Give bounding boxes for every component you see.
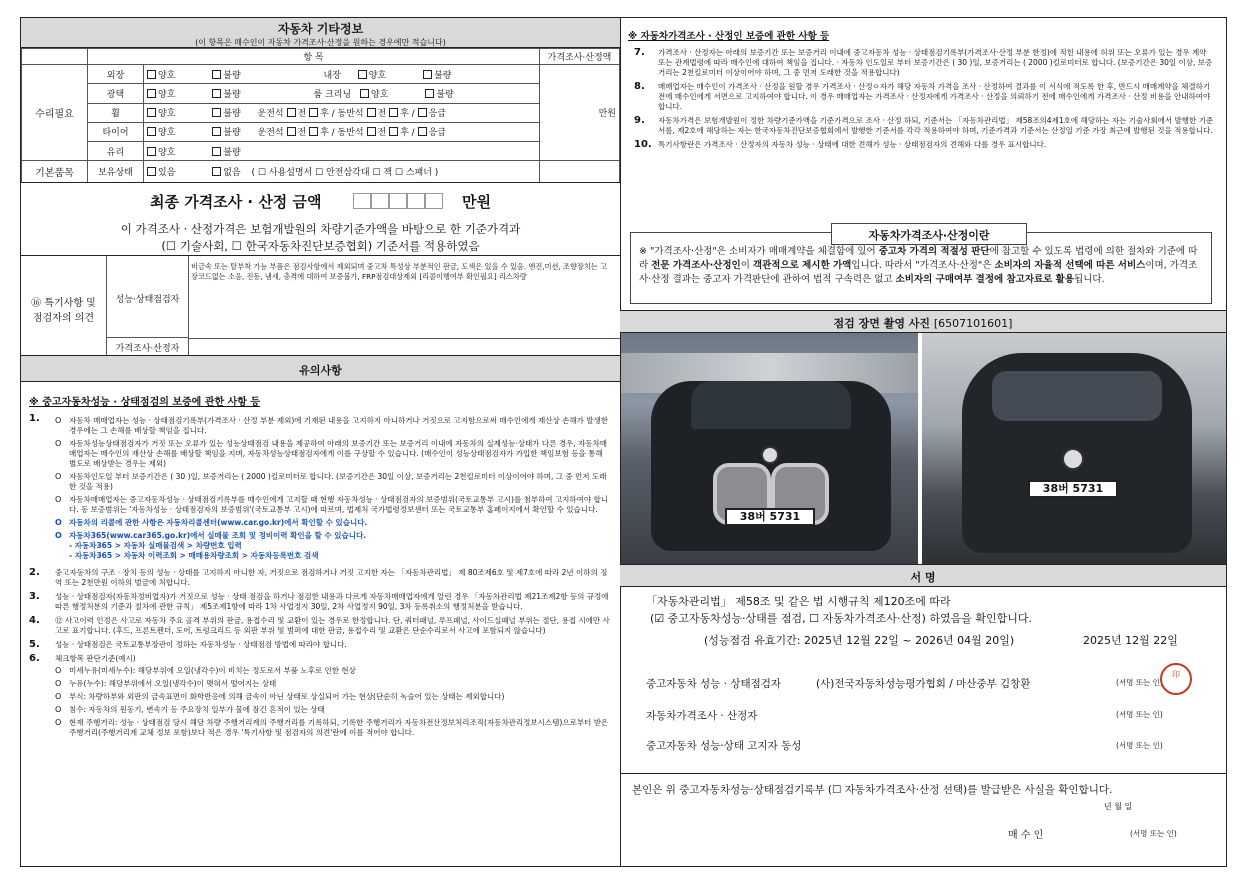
recall-link[interactable]: 자동차의 리콜에 관한 사항은 자동차리콜센터(www.car.go.kr)에서 확인할 수 있습니다. [69, 518, 368, 527]
notice-item-5: 5. 성능 · 상태점검은 국토교통부장관이 정하는 자동차성능 · 상태점검 방법에 따라야 합니다. [29, 639, 347, 650]
rear-plate: 38버 5731 [1028, 480, 1118, 498]
basic-items: ( ☐ 사용설명서 ☐ 안전삼각대 ☐ 잭 ☐ 스패너 ) [251, 168, 439, 179]
checkbox[interactable] [389, 127, 398, 136]
row-glass: 유리 [88, 142, 144, 161]
checkbox[interactable] [147, 70, 156, 79]
sign-date: 2025년 12월 22일 [1083, 634, 1178, 647]
row-holding-options: 있음 없음 ( ☐ 사용설명서 ☐ 안전삼각대 ☐ 잭 ☐ 스패너 ) [144, 161, 540, 183]
checkbox[interactable] [212, 167, 221, 176]
checkbox[interactable] [425, 89, 434, 98]
car365-link[interactable]: 자동차365(www.car365.go.kr)에서 실매물 조회 및 정비이력 확인을 할 수 있습니다. [69, 531, 367, 540]
photo-id: [6507101601] [933, 317, 1013, 330]
final-price-title: 최종 가격조사 · 산정 금액 [150, 193, 322, 211]
row-exterior: 외장 [88, 65, 144, 84]
checkbox[interactable] [367, 127, 376, 136]
etc-info-title: 자동차 기타정보 [277, 22, 364, 36]
final-price-panel [20, 182, 621, 256]
row-interior: 내장 [323, 70, 341, 81]
photo-panel [620, 310, 1227, 565]
checkbox[interactable] [147, 147, 156, 156]
checkbox[interactable] [423, 70, 432, 79]
price-item-8: 8. 매매업자는 매수인이 가격조사 · 산정을 원할 경우 가격조사 · 산정ㅇ자가 해당 자동차 가격을 조사 · 산정하여 결과를 이 서식에 적도록 한 후, 반드시 매매계약을 체결하기 전에 매수인에게 서면으로 고지하여야 합니다. 이 경우 매매업자는 가격조사 · 산정자에게 가격조사 · 산정을 의뢰하기 전에 매수인에게 가격조사 · 산정 비용을 안내하여야 합니다. [634, 81, 1211, 111]
basic-label: 기본품목 [22, 161, 88, 183]
etc-info-table [21, 48, 620, 183]
checkbox[interactable] [147, 127, 156, 136]
inspector-sign: (서명 또는 인) [1116, 678, 1163, 687]
inspector-opinion: 비금속 또는 탈부착 가능 부품은 점검사항에서 제외되며 중고차 특성상 부분적인 판금, 도색은 있을 수 있음. 엔진,미션, 조향장치는 고장코드없는 소음, 진동, 냄새, 충격에 대하여 보증불가, FRP점검대상제외 [리콜이행여부 확인필요] 리스차량 [191, 262, 607, 281]
row-glass-options: 양호 불량 [144, 142, 540, 161]
notice-item-4: 4. ⑫ 사고이력 인정은 사고로 자동차 주요 골격 부위의 판금, 용접수리 및 교환이 있는 경우로 한정합니다. 단, 쿼터패널, 루프패널, 사이드실패널 부위는 절단, 용접 시에만 사고로 표기합니다. (후드, 프론트펜더, 도어, 트렁크리드 등 외판 부위 및 범퍼에 대한 판금, 용접수리 및 교환은 단순수리로서 사고에 포함되지 않습니다) [29, 615, 610, 635]
signature-check: (☑ 중고자동차성능·상태를 점검, ☐ 자동차가격조사·산정) 하였음을 확인합니다. [650, 612, 1033, 625]
checkbox[interactable] [360, 89, 369, 98]
checkbox[interactable] [287, 127, 296, 136]
car-front-photo [621, 333, 918, 565]
final-price-desc2: (☐ 기술사회, ☐ 한국자동차진단보증협회) 기준서를 적용하였음 [161, 239, 480, 253]
notice-item-1: 1. O 자동차 매매업자는 성능 · 상태점검기록부(가격조사 · 산정 부분 제외)에 기재된 내용을 고지하지 아니하거나 거짓으로 고지함으로써 매수인에게 재산상 손해가 발생한 경우에는 그 손해를 배상할 책임을 집니다. O 자동차성능상태점검자가 거짓 또는 오류가 있는 성능상태점검 내용을 제공하여 아래의 보증기간 또는 보증거리 이내에 자동차의 실제성능·상태가 다른 경우, 자동차매매업자는 매수인의 재산상 손해를 배상할 책임을 지며, 자동차성능상태점검자에게 이를 구상할 수 있습니다. (매수인이 성능상태점검자가 가입한 책임보험 등을 통해 별도로 배상받는 경우는 제외) O 자동차인도일 부터 보증기간은 ( 30 )일, 보증거리는 ( 2000 )킬로미터로 합니다. (보증기간은 30일 이상, 보증거리는 2천킬로미터 이상이어야 하며, 그 중 먼저 도래한 것을 적용) O 자동차매매업자는 중고자동차성능 · 상태점검기록부를 매수인에게 고지할 때 현행 자동차성능 · 상태점검자의 보증범위(국토교통부 고시)를 첨부하여 고지하여야 합니다. 동 보증범위는 '자동차성능 · 상태점검자의 보증범위'(국토교통부 고시)에 따르며, 법제처 국가법령정보센터 또는 국토교통부 홈페이지에서 확인할 수 있습니다. O 자동차의 리콜에 관한 사항은 자동차리콜센터(www.car.go.kr)에서 확인할 수 있습니다. O 자동차365(www.car365.go.kr)에서 실매물 조회 및 정비이력 확인을 할 수 있습니다. - 자동차365 > 자동차 실매물검색 > 차량번호 입력 - 자동차365 > 자동차 이력조회 > 매매용차량조회 > 자동차등록번호 검색 [29, 413, 609, 560]
appraiser-sign: (서명 또는 인) [1116, 710, 1163, 719]
etc-info-panel [20, 17, 621, 183]
notice-item-3: 3. 성능 · 상태점검자(자동차정비업자)가 거짓으로 성능 · 상태 점검을 하거나 점검한 내용과 다르게 자동차매매업자에게 알린 경우 「자동차관리법 제21조제2항 등의 규정에 따른 행정처분의 기준과 절차에 관한 규칙」 제5조제1항에 따라 1차 사업정지 30일, 2차 사업정지 90일, 3차 등록취소의 행정처분을 받습니다. [29, 591, 609, 611]
definition-title: 자동차가격조사·산정이란 [831, 223, 1027, 245]
notice-item-2: 2. 중고자동차의 구조 · 장치 등의 성능 · 상태를 고지하지 아니한 자, 거짓으로 점검하거나 거짓 고지한 자는 「자동차관리법」 제 80조제6호 및 제7호에 따라 2년 이하의 징역 또는 2천만원 이하의 벌금에 처합니다. [29, 567, 608, 587]
appraiser-role: 자동차가격조사 · 산정자 [646, 710, 758, 722]
photo-title: 점검 장면 촬영 사진 [833, 317, 931, 330]
notice-item-6: 6. 체크항목 판단기준(예시) O 미세누유(미세누수): 해당부위에 오일(냉각수)이 비치는 정도로서 부품 노후로 인한 현상 O 누유(누수): 해당부위에서 오일(냉각수)이 맺혀서 떨어지는 상태 O 부식: 차량하부와 외판의 금속표면이 화학반응에 의해 금속이 아닌 상태로 상실되어 가는 현상(단순히 녹슬어 있는 상태는 제외합니다) O 침수: 자동차의 원동기, 변속기 등 주요장치 일부가 물에 잠긴 흔적이 있는 상태 O 현재 주행거리: 성능 · 상태점검 당시 해당 차량 주행거리계의 주행거리를 기록하되, 기록한 주행거리가 자동차전산정보처리조직(자동차관리정보시스템)으로부터 받은 주행거리(주행거리계 교체 정보 포함)보다 적은 경우 '특기사항 및 점검자의 의견'란에 이를 적어야 합니다. [29, 653, 609, 737]
validity-period: (성능점검 유효기간: 2025년 12월 22일 ~ 2026년 04월 20일) [704, 634, 1015, 647]
special-notes-panel [20, 255, 621, 356]
price-item-9: 9. 자동차가격은 보험개발원이 정한 차량기준가액을 기준가격으로 조사 · 산정 하되, 기준서는 「자동차관리법」 제58조의4제1호에 해당하는 자는 기술사회에서 발행한 기준서를, 제2호에 해당하는 자는 한국자동차진단보증협회에서 발행한 기준서를 각각 적용하여야 하며, 기준가격과 기준서는 산정일 기준 가장 최근에 발행된 것을 적용합니다. [634, 115, 1214, 135]
checkbox[interactable] [358, 70, 367, 79]
buyer-label: 매 수 인 [1008, 830, 1044, 841]
checkbox[interactable] [147, 108, 156, 117]
definition-text: ※ "가격조사·산정"은 소비자가 매매계약을 체결함에 있어 중고차 가격의 적절성 판단에 참고할 수 있도록 법령에 의한 절차와 기준에 따라 전문 가격조사·산정인이 객관적으로 제시한 가액입니다. 따라서 "가격조사·산정"은 소비자의 자율적 선택에 따른 서비스이며, 가격조사·산정 결과는 중고자 가격판단에 관하여 법적 구속력은 없고 소비자의 구매여부 결정에 참고자료로 활용됩니다. [639, 246, 1198, 285]
price-item-7: 7. 가격조사 · 산정자는 아래의 보증기간 또는 보증거리 이내에 중고자동차 성능 · 상태점검기록부(가격조사·산정 부분 한정)에 적힌 내용에 허위 또는 오류가 있는 경우 계약 또는 관계법령에 따라 매수인에 대하여 책임을 집니다. · 자동차 인도일로 부터 보증기간은 ( 30 )일, 보증거리는 ( 2000 )킬로미터로 합니다. (보증기간은 30일 이상, 보증거리는 2천킬로미터 이상이어야 하며, 그 중 먼저 도래한 것을 적용합니다) [634, 47, 1213, 77]
price-item-10: 10. 특기사항란은 가격조사 · 산정자의 자동차 성능 · 상태에 대한 견해가 성능 · 상태점검자의 견해와 다를 경우 표시합니다. [634, 139, 1047, 150]
special-label-2: 점검자의 의견 [32, 313, 95, 324]
inspector-name: (사)전국자동차성능평가협회 / 마산중부 김창환 [816, 678, 1031, 690]
special-label-1: ⑯ 특기사항 및 [31, 298, 96, 309]
checkbox[interactable] [418, 108, 427, 117]
checkbox[interactable] [309, 127, 318, 136]
final-price-boxes [353, 193, 443, 213]
repair-label: 수리필요 [22, 65, 88, 161]
buyer-sign: (서명 또는 인) [1130, 829, 1177, 838]
signature-title: 서 명 [620, 565, 1226, 587]
etc-info-header [21, 18, 620, 48]
row-wheel-options: 양호 불량 운전석 전 후 / 동반석 전 후 / 응급 [144, 103, 540, 122]
checkbox[interactable] [212, 127, 221, 136]
perf-guarantee-title: ※ 중고자동차성능 · 상태점검의 보증에 관한 사항 등 [29, 397, 261, 408]
checkbox[interactable] [212, 147, 221, 156]
front-plate: 38버 5731 [725, 508, 815, 526]
notice-title: 유의사항 [21, 356, 620, 382]
row-exterior-options: 양호 불량 내장 양호 불량 [144, 65, 540, 84]
car-rear-photo [922, 333, 1226, 565]
row-tire: 타이어 [88, 122, 144, 141]
price-guarantee-title: ※ 자동차가격조사 · 산정인 보증에 관한 사항 등 [628, 31, 830, 42]
inspector-role: 중고자동차 성능 · 상태점검자 [646, 678, 782, 690]
col-price-header: 가격조사·산정액 [540, 49, 620, 65]
final-price-desc1: 이 가격조사 · 산정가격은 보험개발원의 차량기준가액을 바탕으로 한 기준가격과 [120, 222, 521, 236]
appraiser-label: 가격조사·산정자 [107, 338, 189, 355]
checkbox[interactable] [212, 108, 221, 117]
col-item-header: 항 목 [88, 49, 540, 65]
row-gloss-options: 양호 불량 룸 크리닝 양호 불량 [144, 84, 540, 103]
final-price-unit: 만원 [461, 193, 491, 211]
checkbox[interactable] [367, 108, 376, 117]
signature-law: 「자동차관리법」 제58조 및 같은 법 시행규칙 제120조에 따라 [646, 595, 951, 608]
row-wheel: 휠 [88, 103, 144, 122]
checkbox[interactable] [212, 89, 221, 98]
row-room-cleaning: 룸 크리닝 [313, 89, 352, 100]
notifier-sign: (서명 또는 인) [1116, 741, 1163, 750]
signature-panel [620, 564, 1227, 774]
checkbox[interactable] [418, 127, 427, 136]
checkbox[interactable] [389, 108, 398, 117]
receipt-date: 년 월 일 [1104, 802, 1133, 811]
checkbox[interactable] [212, 70, 221, 79]
checkbox[interactable] [147, 167, 156, 176]
notice-panel [20, 355, 621, 867]
checkbox[interactable] [147, 89, 156, 98]
price-guarantee-panel [620, 17, 1227, 311]
row-gloss: 광택 [88, 84, 144, 103]
inspector-label: 성능·상태점검자 [107, 256, 189, 338]
seal-stamp: 印 [1160, 663, 1192, 695]
definition-box [630, 229, 1212, 304]
receipt-text: 본인은 위 중고자동차성능·상태점검기록부 (☐ 자동차가격조사·산정 선택)를 발급받은 사실을 확인합니다. [632, 784, 1113, 796]
price-unit: 만원 [540, 65, 620, 161]
etc-info-subtitle: (이 항목은 매수인이 자동차 가격조사·산정을 원하는 경우에만 적습니다) [195, 38, 446, 47]
row-tire-options: 양호 불량 운전석 전 후 / 동반석 전 후 / 응급 [144, 122, 540, 141]
notifier-role: 중고자동차 성능·상태 고지자 동성 [646, 740, 802, 752]
receipt-panel [620, 773, 1227, 867]
checkbox[interactable] [287, 108, 296, 117]
checkbox[interactable] [309, 108, 318, 117]
row-holding: 보유상태 [88, 161, 144, 183]
